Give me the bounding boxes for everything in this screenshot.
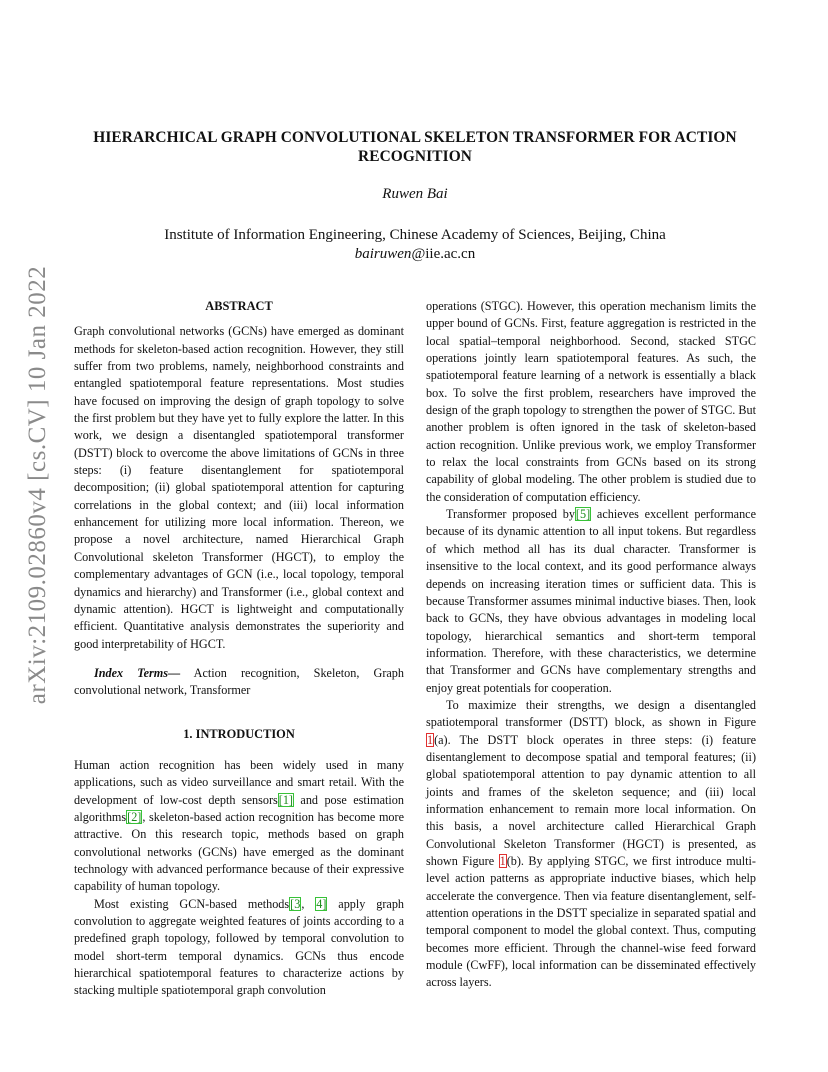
arxiv-identifier-text: arXiv:2109.02860v4 [cs.CV] 10 Jan 2022 (24, 265, 51, 705)
right-paragraph-1: operations (STGC). However, this operation mechanism limits the upper bound of GCNs. First, feature aggregation is restricted in the local spatial–temporal neighborhood. Second, stacked STGC operations jointly learn spatiotemporal features. As such, the spatiotemporal feature learning of a network is essentially a black box. To solve the first problem, researchers have improved the design of the graph topology to strengthen the power of STGC. But another problem is often ignored in the task of skeleton-based action recognition. Unlike previous work, we employ Transformer to relax the local constraints from GCNs based on its strong capability of global modeling. The other problem is studied due to the consideration of computation efficiency. (426, 299, 756, 504)
author-email[interactable] (70, 245, 760, 264)
right-p2-text-a: Transformer proposed by (446, 507, 575, 522)
left-column (74, 298, 404, 1000)
citation-link-4[interactable]: 4] (316, 896, 327, 911)
citation-link-5[interactable]: [5] (575, 507, 591, 522)
affiliation: Institute of Information Engineering, Chinese Academy of Sciences, Beijing, China (164, 227, 666, 243)
intro-p1-text-a: Human action recognition has been widely used in many applications, such as video surveillance and smart retail. With the development of low-cost depth sensors (74, 757, 404, 807)
citation-link-2[interactable]: [2] (127, 809, 142, 824)
intro-paragraph-2 (74, 896, 404, 1000)
citation-separator: , (301, 896, 316, 911)
index-terms-text: Action recognition, Skeleton, Graph convolutional network, Transformer (74, 665, 404, 698)
affiliation-block (70, 226, 760, 264)
right-paragraph-3 (426, 697, 756, 992)
paper-title: HIERARCHICAL GRAPH CONVOLUTIONAL SKELETON TRANSFORMER FOR ACTION RECOGNITION (93, 129, 737, 165)
email-user: bairuwen (354, 246, 412, 262)
intro-p1-text-b: and pose estimation algorithms (74, 792, 404, 824)
abstract-text: Graph convolutional networks (GCNs) have emerged as dominant methods for skeleton-based action recognition. However, they still suffer from two problems, namely, neighborhood constraints and entangled spatiotemporal feature representations. Most studies have focused on improving the design of graph topology to solve the first problem but they have yet to fully explore the latter. In this work, we design a disentangled spatiotemporal transformer (DSTT) block to overcome the above limitations of GCNs in three steps: (i) feature disentanglement for spatiotemporal decomposition; (ii) global spatiotemporal attention for capturing correlations in the global context; and (iii) local information enhancement for utilizing more local information. Thereon, we propose a novel architecture, named Hierarchical Graph Convolutional skeleton Transformer (HGCT), to employ the complementary advantages of GCN (i.e., local topology, temporal dynamics and hierarchy) and Transformer (i.e., global context and dynamic attention). HGCT is lightweight and computationally efficient. Quantitative analysis demonstrates the superiority and good interpretability of HGCT. (74, 324, 404, 651)
right-p3-text-c: (b). By applying STGC, we first introduce multi-level action patterns as appropriate inductive biases, which help accelerate the convergence. Then via feature disentanglement, self-attention operations in the DSTT specialize in separated spatial and temporal component to model the global context. Thus, computing becomes more efficient. Through the channel-wise feed forward module (CwFF), local information can be disseminated effectively across layers. (426, 854, 756, 990)
intro-p1-text-c: , skeleton-based action recognition has become more attractive. On this research topic, methods based on graph convolutional networks (GCNs) have emerged as the dominant technology with advanced performance because of their expressive capability of human topology. (74, 809, 404, 894)
index-terms-label: Index Terms— (94, 665, 181, 680)
introduction-heading: 1. INTRODUCTION (183, 726, 295, 741)
figure-link-1a[interactable]: 1 (427, 732, 434, 747)
index-terms (74, 665, 404, 700)
right-p3-text-b: (a). The DSTT block operates in three steps: (i) feature disentanglement to decompose spatial and temporal features; (ii) global spatiotemporal attention to pay dynamic attention to all joints and frames of the skeleton sequence; and (iii) local information enhancement to remain more local information. On this basis, a novel architecture called Hierarchical Graph Convolutional Skeleton Transformer (HGCT) is presented, as shown Figure (426, 732, 756, 868)
intro-p2-text-b: apply graph convolution to aggregate weighted features of joints according to a predefined graph topology, followed by temporal convolution to model short-term temporal dynamics. GCNs thus encode hierarchical spatiotemporal features to characterize actions by stacking multiple spatiotemporal graph convolution (74, 896, 405, 998)
arxiv-identifier (18, 265, 58, 705)
abstract-heading: ABSTRACT (205, 299, 273, 313)
figure-link-1b[interactable]: 1 (499, 854, 506, 868)
right-p2-text-b: achieves excellent performance because of its dynamic attention to all input tokens. But regardless of which method all has its dual character. Transformer is insensitive to the local context, and its good performance always depends on increasing iteration times or sufficient data. This is because Transformer assumes minimal inductive biases. Then, look back to GCNs, they have obvious advantages in modeling local topology, hierarchical semantics and short-term temporal information. Therefore, with these characteristics, we determine that Transformer and GCNs have complementary strengths and enjoy great potentials for cooperation. (426, 507, 756, 695)
citation-link-1[interactable]: [1] (278, 792, 293, 807)
email-domain: @iie.ac.cn (411, 246, 476, 262)
author-name: Ruwen Bai (382, 186, 448, 202)
right-p3-text-a: To maximize their strengths, we design a disentangled spatiotemporal transformer (DSTT) block, as shown in Figure (426, 697, 756, 730)
right-column (426, 298, 756, 992)
intro-p2-text-a: Most existing GCN-based methods (94, 896, 290, 911)
right-paragraph-2 (426, 506, 756, 697)
intro-paragraph-1 (74, 757, 404, 896)
citation-link-3[interactable]: [3 (290, 896, 301, 911)
